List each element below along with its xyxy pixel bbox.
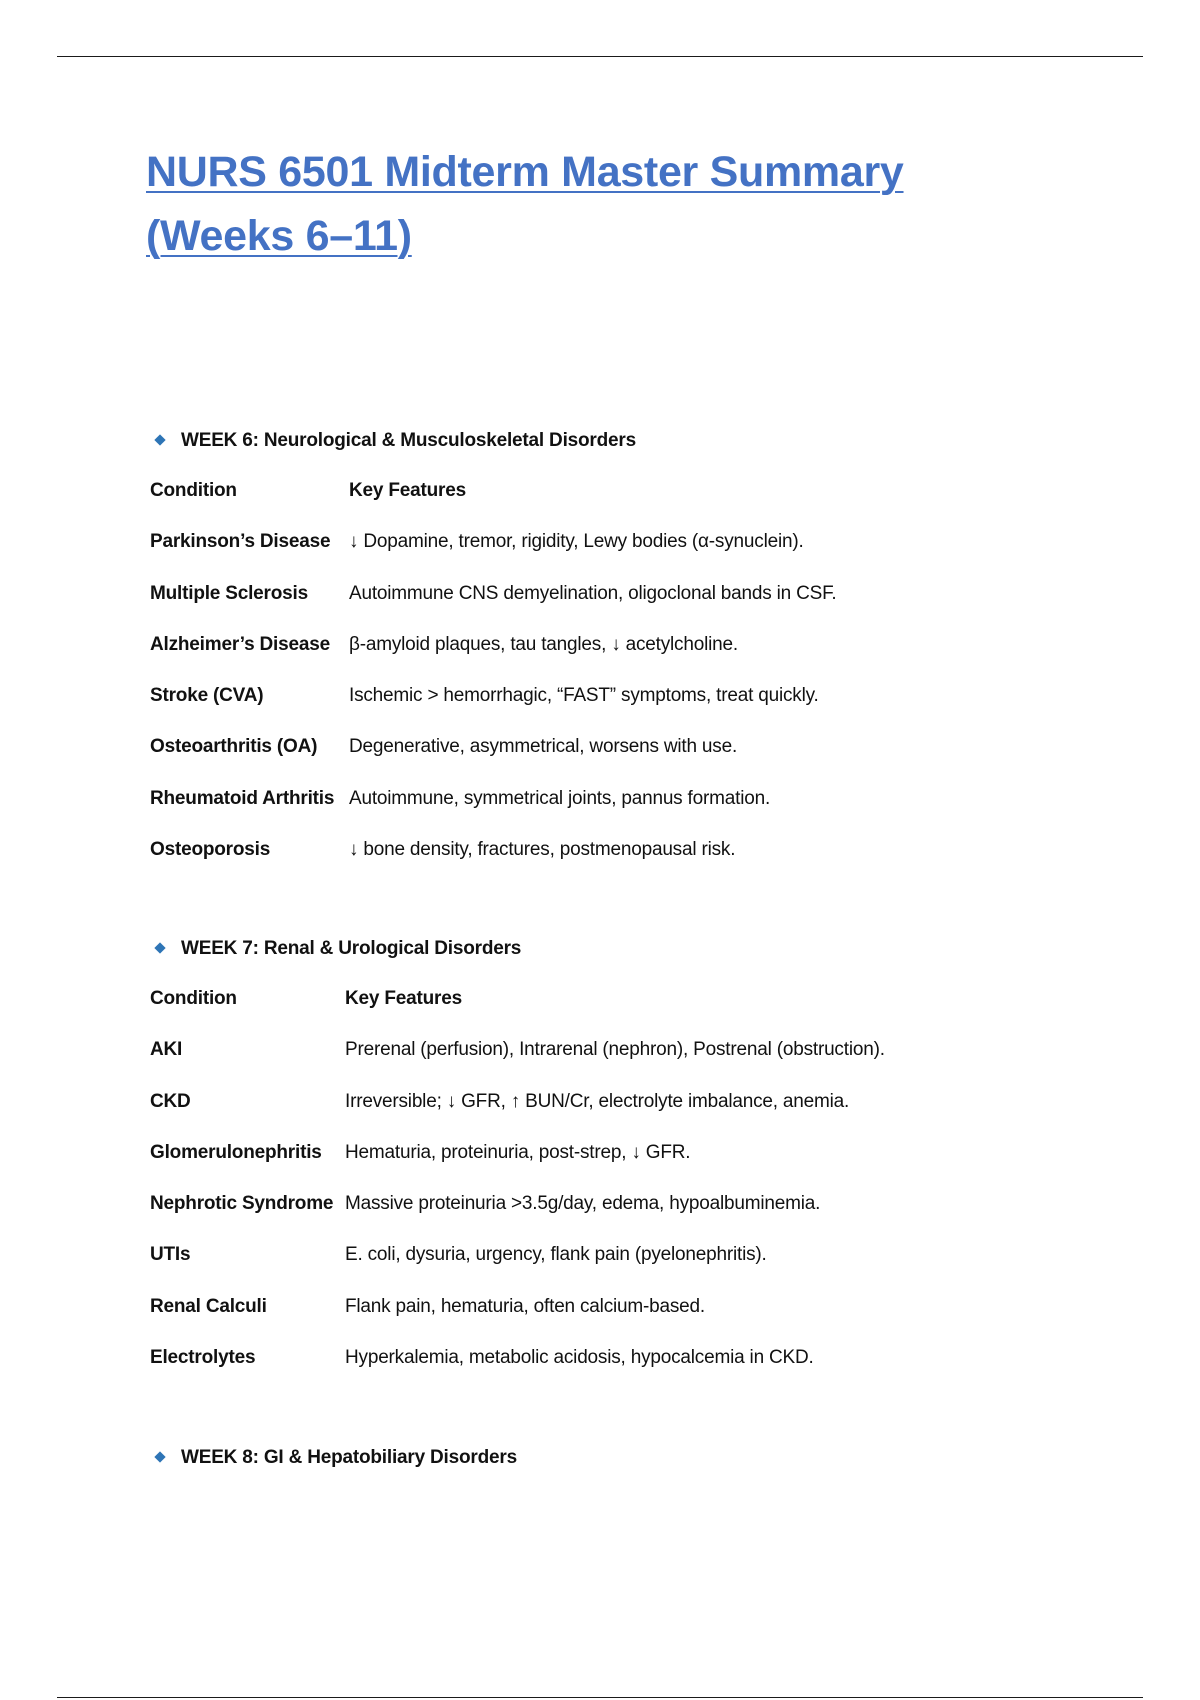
condition-cell: CKD: [150, 1090, 191, 1112]
bottom-rule: [57, 1697, 1143, 1698]
table-row: [150, 1240, 1050, 1291]
column-header-condition: Condition: [150, 988, 237, 1009]
condition-cell: Nephrotic Syndrome: [150, 1193, 334, 1215]
diamond-bullet-icon: [154, 1451, 165, 1462]
features-cell: Hyperkalemia, metabolic acidosis, hypocalcemia in CKD.: [345, 1347, 814, 1369]
table-row: [150, 1087, 1050, 1138]
features-cell: Irreversible; ↓ GFR, ↑ BUN/Cr, electrolyte imbalance, anemia.: [345, 1090, 850, 1112]
table-row: [150, 681, 1050, 732]
conditions-table: [150, 476, 1050, 886]
condition-cell: Rheumatoid Arthritis: [150, 787, 335, 809]
features-cell: Ischemic > hemorrhagic, “FAST” symptoms, treat quickly.: [349, 685, 819, 707]
table-row: [150, 1138, 1050, 1189]
section-heading: [150, 426, 1050, 456]
features-cell: E. coli, dysuria, urgency, flank pain (pyelonephritis).: [345, 1244, 767, 1266]
condition-cell: Renal Calculi: [150, 1295, 267, 1317]
section-week-6: [150, 426, 1050, 886]
condition-cell: AKI: [150, 1039, 183, 1061]
diamond-bullet-icon: [154, 434, 165, 445]
features-cell: ↓ bone density, fractures, postmenopausal risk.: [349, 839, 736, 861]
features-cell: Massive proteinuria >3.5g/day, edema, hypoalbuminemia.: [345, 1193, 821, 1215]
condition-cell: Osteoporosis: [150, 839, 271, 861]
table-row: [150, 732, 1050, 783]
title-line-1: NURS 6501 Midterm Master Summary: [146, 148, 904, 196]
section-heading: [150, 934, 1050, 964]
condition-cell: Osteoarthritis (OA): [150, 736, 318, 758]
condition-cell: Glomerulonephritis: [150, 1141, 322, 1163]
condition-cell: Electrolytes: [150, 1347, 256, 1369]
document-title: [146, 140, 904, 268]
column-header-condition: Condition: [150, 480, 237, 501]
table-row: [150, 835, 1050, 886]
conditions-table: [150, 984, 1050, 1394]
features-cell: Hematuria, proteinuria, post-strep, ↓ GFR.: [345, 1141, 691, 1163]
table-row: [150, 579, 1050, 630]
table-row: [150, 1035, 1050, 1086]
table-row: [150, 1343, 1050, 1394]
column-header-key-features: Key Features: [349, 480, 466, 501]
condition-cell: Multiple Sclerosis: [150, 582, 308, 604]
features-cell: β-amyloid plaques, tau tangles, ↓ acetylcholine.: [349, 633, 738, 655]
condition-cell: Stroke (CVA): [150, 685, 264, 707]
condition-cell: Parkinson’s Disease: [150, 531, 331, 553]
features-cell: Flank pain, hematuria, often calcium-based.: [345, 1295, 705, 1317]
features-cell: Prerenal (perfusion), Intrarenal (nephron), Postrenal (obstruction).: [345, 1039, 885, 1061]
table-header-row: [150, 984, 1050, 1035]
table-row: [150, 630, 1050, 681]
features-cell: ↓ Dopamine, tremor, rigidity, Lewy bodies (α-synuclein).: [349, 531, 804, 553]
table-row: [150, 1189, 1050, 1240]
condition-cell: UTIs: [150, 1244, 191, 1266]
title-line-2: (Weeks 6–11): [146, 212, 412, 260]
top-rule: [57, 56, 1143, 57]
condition-cell: Alzheimer’s Disease: [150, 633, 330, 655]
section-heading: [150, 1443, 1050, 1473]
table-row: [150, 527, 1050, 578]
section-heading-label: WEEK 8: GI & Hepatobiliary Disorders: [181, 1447, 517, 1468]
features-cell: Degenerative, asymmetrical, worsens with use.: [349, 736, 738, 758]
section-heading-label: WEEK 7: Renal & Urological Disorders: [181, 938, 522, 959]
features-cell: Autoimmune CNS demyelination, oligoclonal bands in CSF.: [349, 582, 837, 604]
section-week-7: [150, 934, 1050, 1394]
table-header-row: [150, 476, 1050, 527]
diamond-bullet-icon: [154, 942, 165, 953]
column-header-key-features: Key Features: [345, 988, 462, 1009]
table-row: [150, 1292, 1050, 1343]
features-cell: Autoimmune, symmetrical joints, pannus formation.: [349, 787, 771, 809]
table-row: [150, 784, 1050, 835]
section-heading-label: WEEK 6: Neurological & Musculoskeletal Disorders: [181, 430, 636, 451]
section-week-8: [150, 1443, 1050, 1473]
